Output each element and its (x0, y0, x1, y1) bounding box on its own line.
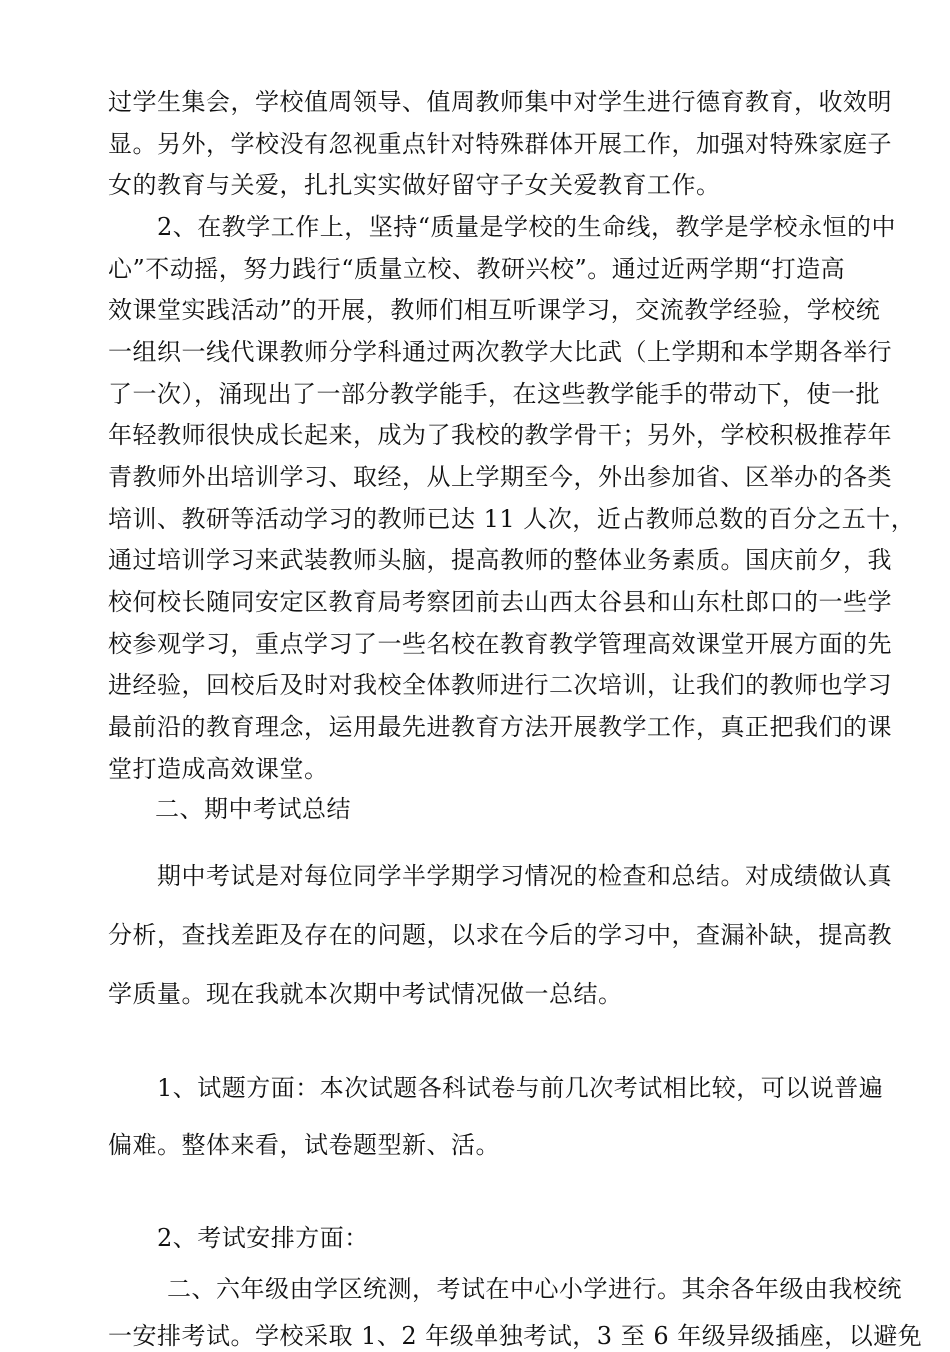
paragraph-2-line-9: 通过培训学习来武装教师头脑，提高教师的整体业务素质。国庆前夕，我 (108, 546, 892, 574)
paragraph-2-line-2: 心”不动摇，努力践行“质量立校、教研兴校”。通过近两学期“打造高 (108, 255, 846, 283)
paragraph-1-line-1: 过学生集会，学校值周领导、值周教师集中对学生进行德育教育，收效明 (108, 88, 892, 116)
paragraph-2-line-1: 2、在教学工作上，坚持“质量是学校的生命线，教学是学校永恒的中 (157, 213, 897, 241)
paragraph-2-line-4: 一组织一线代课教师分学科通过两次教学大比武（上学期和本学期各举行 (108, 338, 892, 366)
paragraph-2-line-13: 最前沿的教育理念，运用最先进教育方法开展教学工作，真正把我们的课 (108, 713, 892, 741)
paragraph-2-line-10: 校何校长随同安定区教育局考察团前去山西太谷县和山东杜郎口的一些学 (108, 588, 892, 616)
paragraph-2-line-14: 堂打造成高效课堂。 (108, 755, 329, 783)
paragraph-3-line-3: 学质量。现在我就本次期中考试情况做一总结。 (108, 980, 623, 1008)
paragraph-2-line-7: 青教师外出培训学习、取经，从上学期至今，外出参加省、区举办的各类 (108, 463, 892, 491)
paragraph-4-line-1: 1、试题方面：本次试题各科试卷与前几次考试相比较，可以说普遍 (157, 1074, 884, 1102)
paragraph-3-line-2: 分析，查找差距及存在的问题，以求在今后的学习中，查漏补缺，提高教 (108, 921, 892, 949)
paragraph-1-line-3: 女的教育与关爱，扎扎实实做好留守子女关爱教育工作。 (108, 171, 721, 199)
paragraph-2-line-12: 进经验，回校后及时对我校全体教师进行二次培训，让我们的教师也学习 (108, 671, 892, 699)
paragraph-2-line-6: 年轻教师很快成长起来，成为了我校的教学骨干；另外，学校积极推荐年 (108, 421, 892, 449)
paragraph-2-line-8: 培训、教研等活动学习的教师已达 11 人次，近占教师总数的百分之五十， (108, 505, 916, 533)
paragraph-6-line-1: 二、六年级由学区统测，考试在中心小学进行。其余各年级由我校统 (167, 1275, 902, 1303)
paragraph-1-line-2: 显。另外，学校没有忽视重点针对特殊群体开展工作，加强对特殊家庭子 (108, 130, 892, 158)
paragraph-4-line-2: 偏难。整体来看，试卷题型新、活。 (108, 1131, 500, 1159)
paragraph-6-line-2: 一安排考试。学校采取 1、2 年级单独考试，3 至 6 年级异级插座，以避免 (108, 1322, 923, 1350)
paragraph-2-line-3: 效课堂实践活动”的开展，教师们相互听课学习，交流教学经验，学校统 (108, 296, 881, 324)
paragraph-2-line-5: 了一次），涌现出了一部分教学能手，在这些教学能手的带动下，使一批 (108, 380, 880, 408)
paragraph-5-line-1: 2、考试安排方面： (157, 1224, 369, 1252)
paragraph-3-line-1: 期中考试是对每位同学半学期学习情况的检查和总结。对成绩做认真 (157, 862, 892, 890)
section-heading: 二、期中考试总结 (155, 795, 351, 823)
paragraph-2-line-11: 校参观学习，重点学习了一些名校在教育教学管理高效课堂开展方面的先 (108, 630, 892, 658)
